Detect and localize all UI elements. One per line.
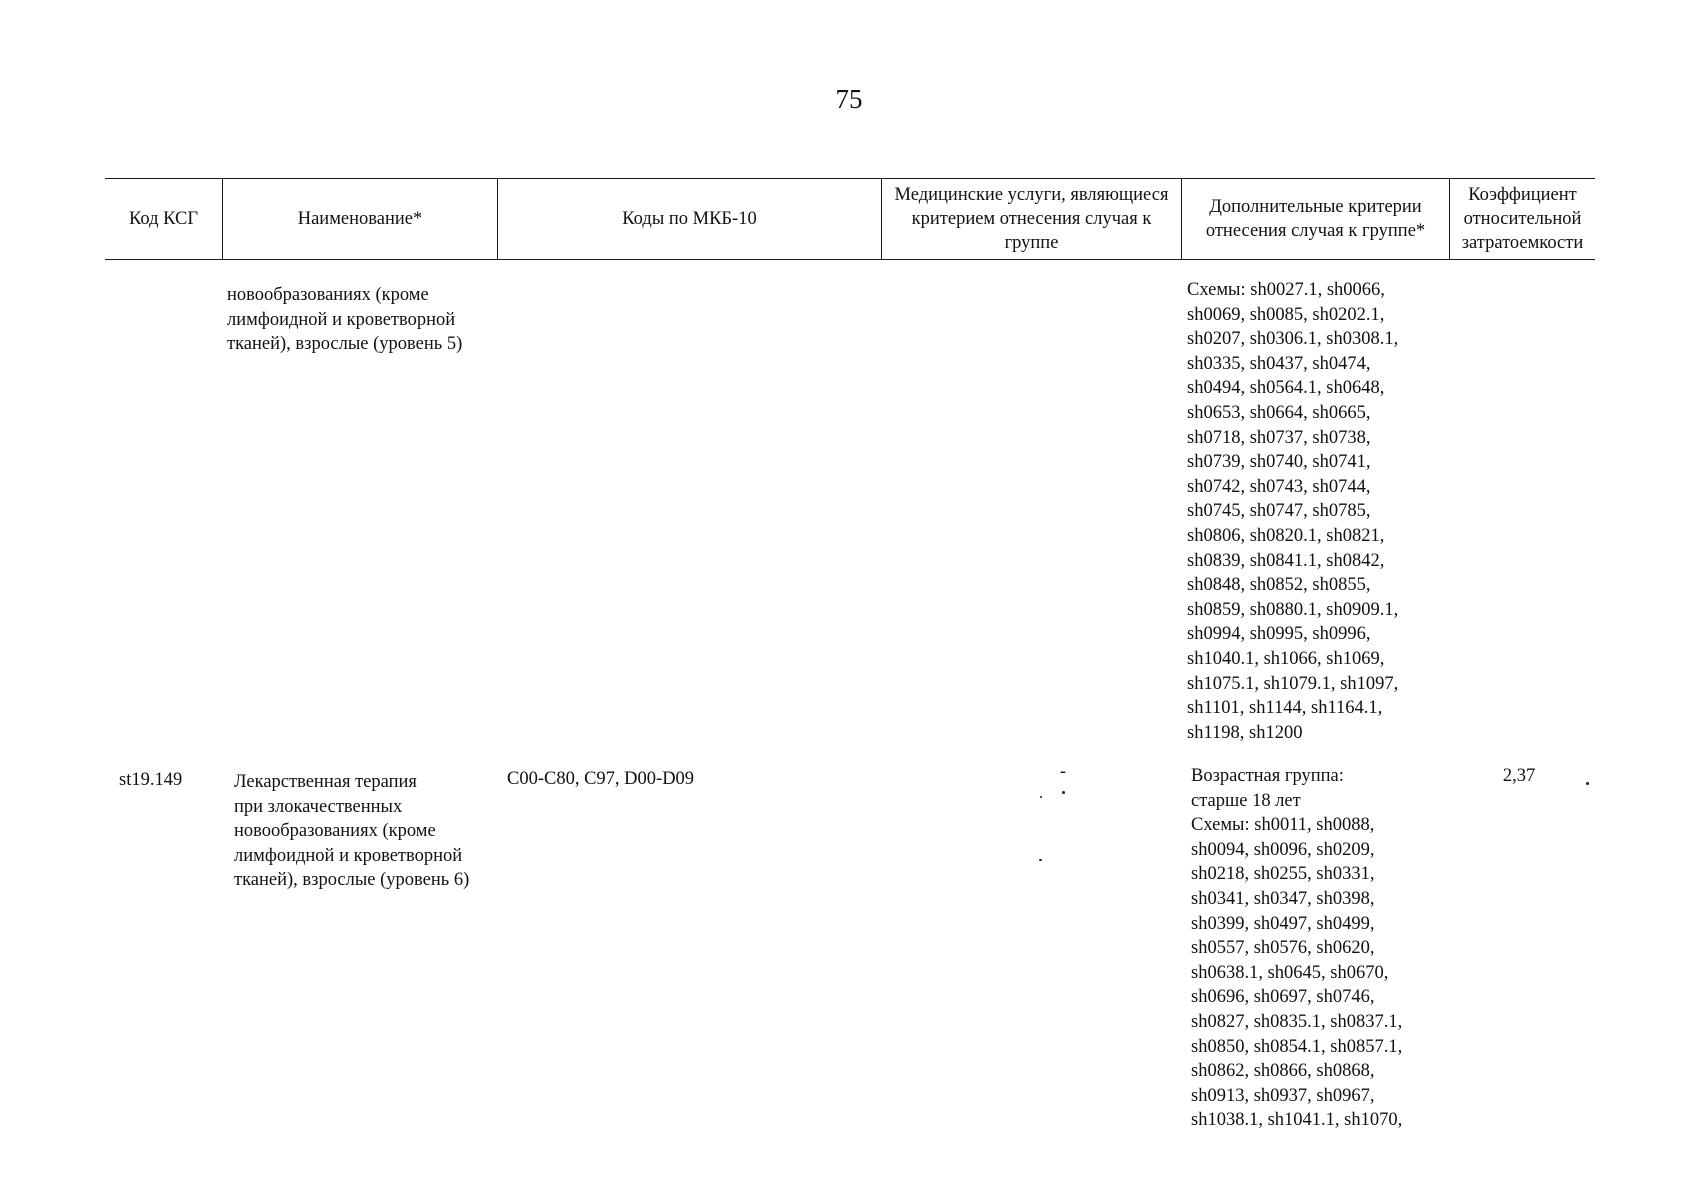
- continued-name-cell: новообразованиях (кроме лимфоидной и кроветворной тканей), взрослые (уровень 5): [227, 285, 463, 355]
- scan-speck: [1586, 782, 1589, 785]
- header-criteria: Дополнительные критерии отнесения случая к группе*: [1181, 179, 1449, 259]
- services-cell: -: [1059, 762, 1067, 782]
- mkb-codes-cell: C00-C80, C97, D00-D09: [507, 769, 695, 789]
- name-cell: Лекарственная терапия при злокачественных новообразованиях (кроме лимфоидной и кроветворной тканей), взрослые (уровень 6): [234, 772, 470, 891]
- header-code: Код КСГ: [128, 209, 199, 229]
- ksg-code-cell: st19.149: [119, 770, 183, 790]
- table-header: [105, 178, 1595, 260]
- continued-criteria-cell: Схемы: sh0027.1, sh0066, sh0069, sh0085, sh0202.1, sh0207, sh0306.1, sh0308.1, sh0335, sh0437, sh0474, sh0494, sh0564.1, sh0648, sh0653, sh0664, sh0665, sh0718, sh0737, sh0738, sh0739, sh0740, sh0741, sh0742, sh0743, sh0744, sh0745, sh0747, sh0785, sh0806, sh0820.1, sh0821, sh0839, sh0841.1, sh0842, sh0848, sh0852, sh0855, sh0859, sh0880.1, sh0909.1, sh0994, sh0995, sh0996, sh1040.1, sh1066, sh1069, sh1075.1, sh1079.1, sh1097, sh1101, sh1144, sh1164.1, sh1198, sh1200: [1187, 280, 1399, 743]
- criteria-cell: Возрастная группа: старше 18 лет Схемы: sh0011, sh0088, sh0094, sh0096, sh0209, sh0218, sh0255, sh0331, sh0341, sh0347, sh0398, sh0399, sh0497, sh0499, sh0557, sh0576, sh0620, sh0638.1, sh0645, sh0670, sh0696, sh0697, sh0746, sh0827, sh0835.1, sh0837.1, sh0850, sh0854.1, sh0857.1, sh0862, sh0866, sh0868, sh0913, sh0937, sh0967, sh1038.1, sh1041.1, sh1070,: [1191, 766, 1403, 1131]
- ksg-table: [105, 178, 1595, 1131]
- scan-speck: [1062, 791, 1065, 794]
- header-services: Медицинские услуги, являющиеся критерием отнесения случая к группе: [881, 179, 1181, 259]
- page-number: 75: [835, 84, 863, 114]
- scan-speck: [1040, 796, 1042, 798]
- coefficient-cell: 2,37: [1502, 766, 1536, 786]
- header-coefficient: Коэффициент относительной затратоемкости: [1449, 179, 1595, 259]
- scan-speck: [1039, 859, 1042, 861]
- header-name: Наименование*: [222, 179, 497, 259]
- header-mkb: Коды по МКБ-10: [497, 179, 881, 259]
